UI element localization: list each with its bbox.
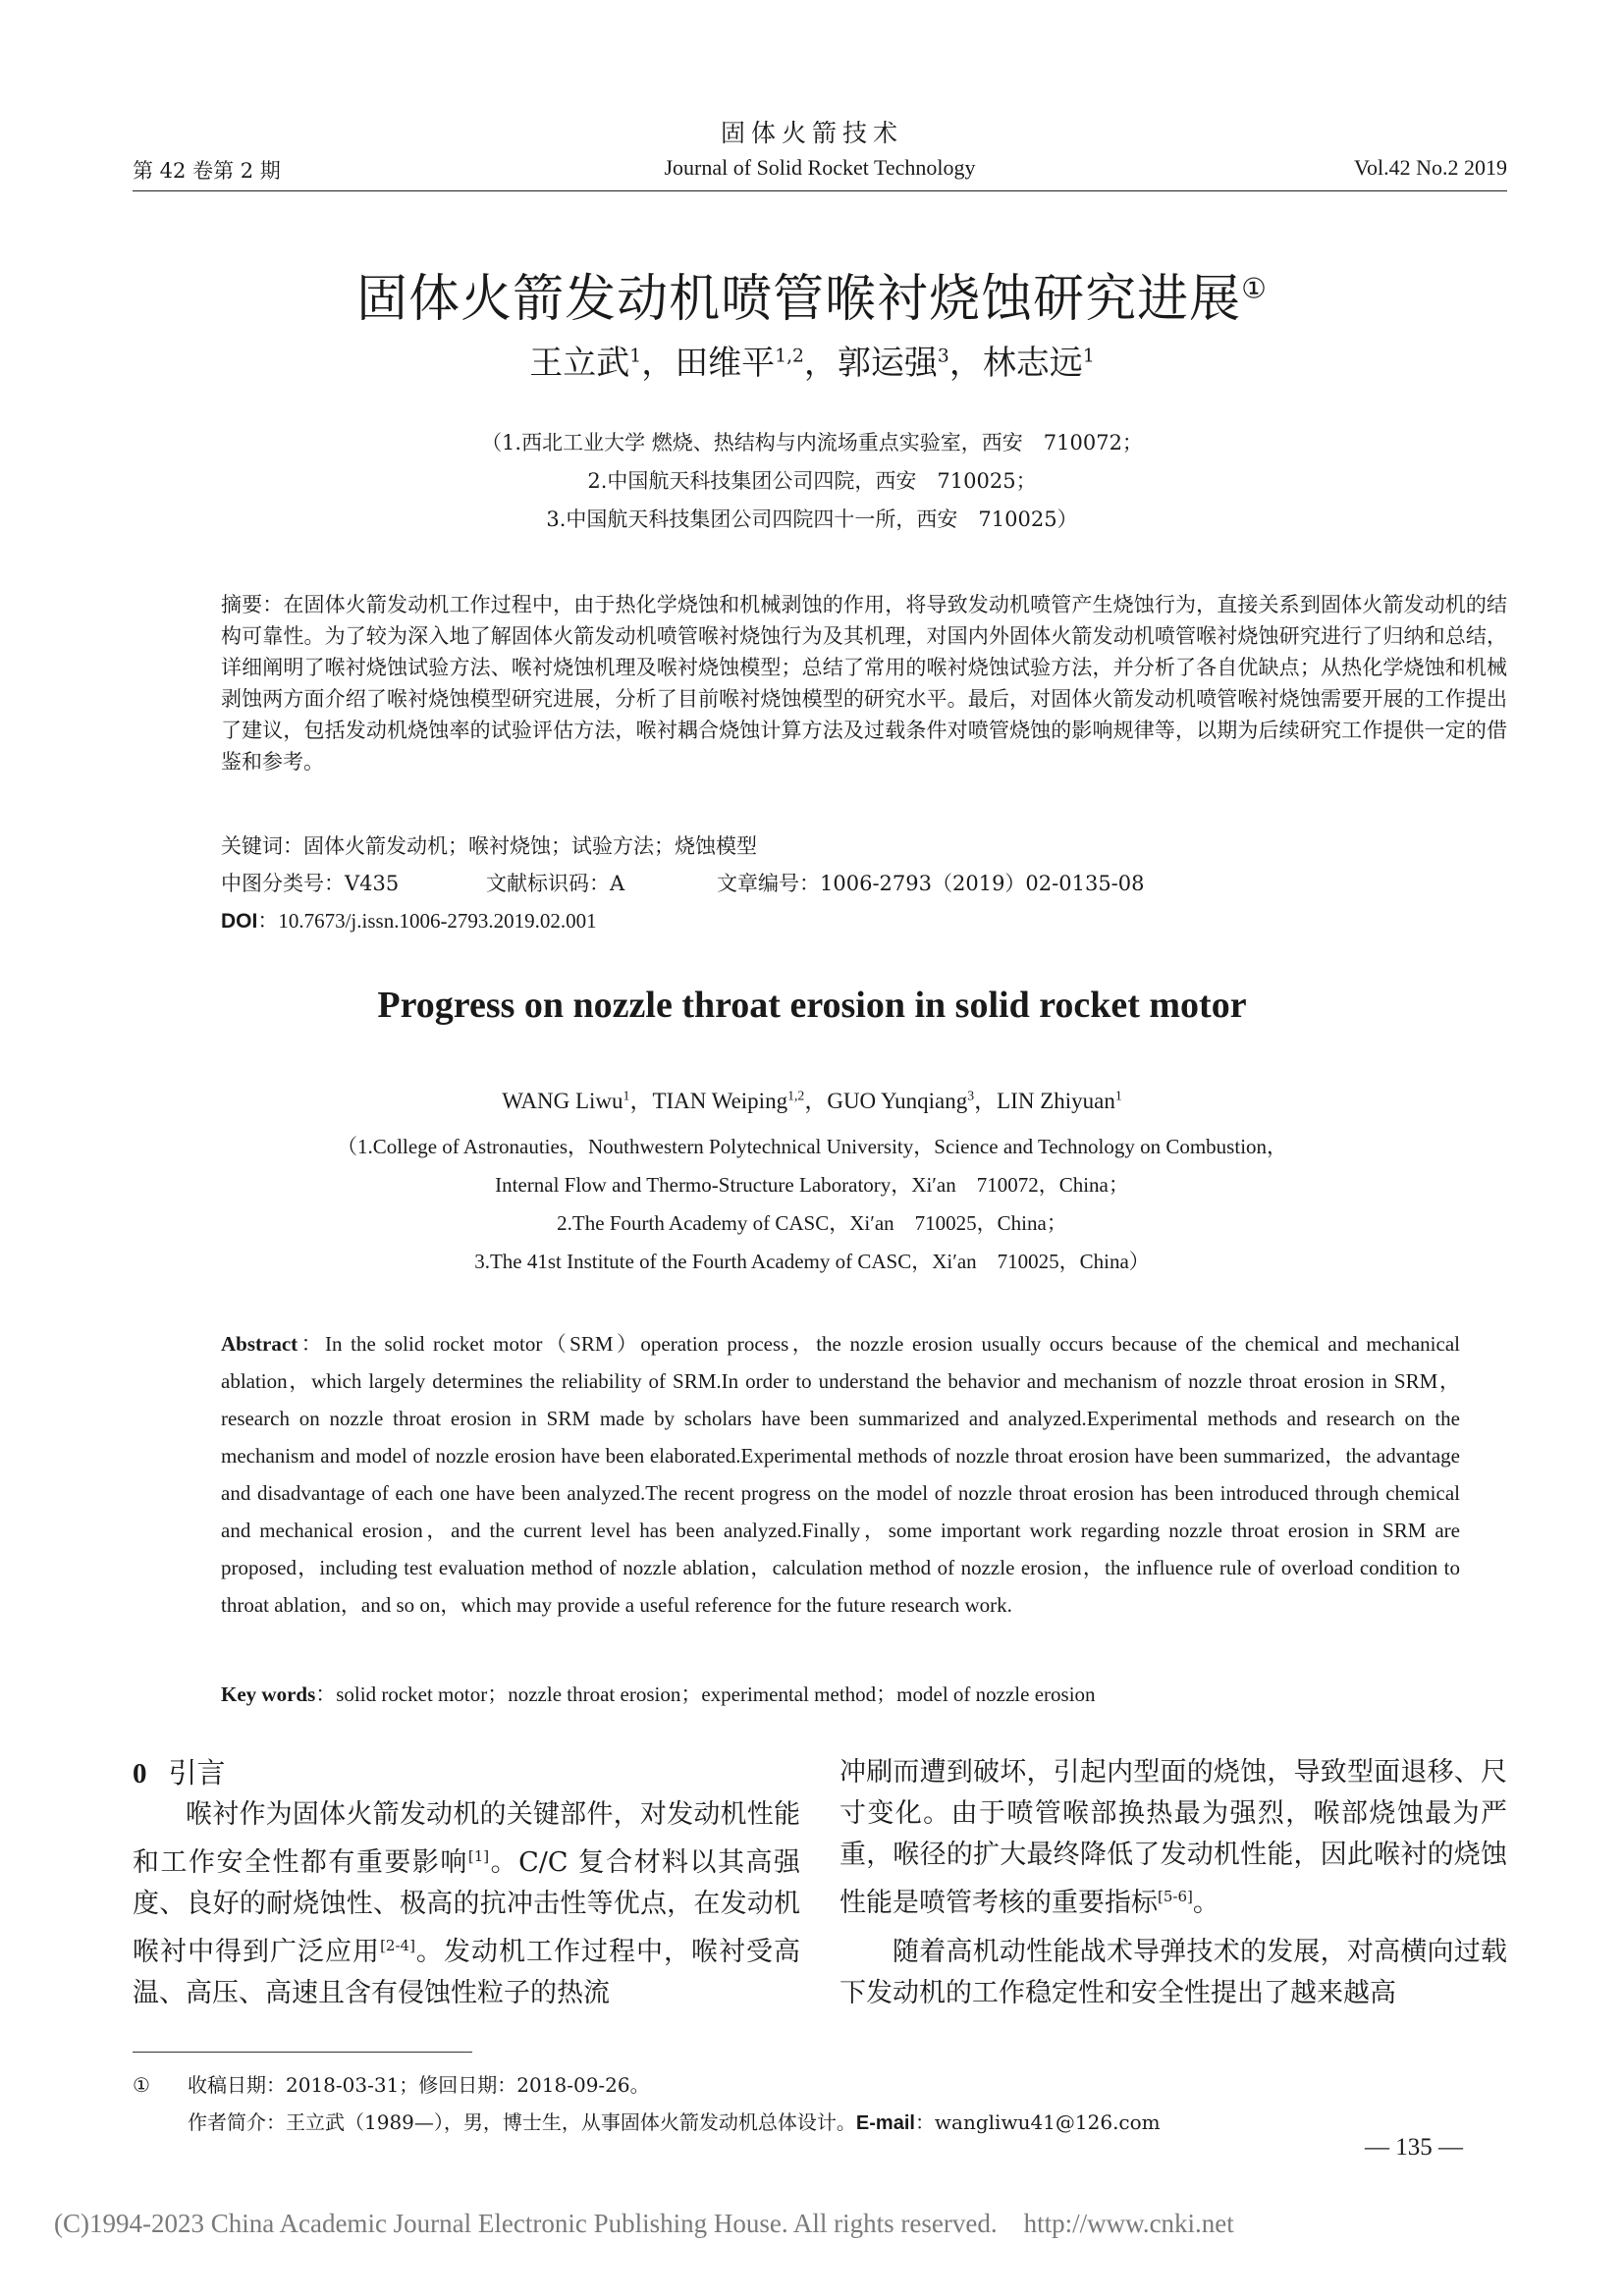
journal-title-cn: 固体火箭技术	[720, 119, 903, 147]
author-separator: ，	[803, 344, 838, 383]
body-paragraph	[839, 1752, 1507, 1924]
paper-title-en: Progress on nozzle throat erosion in solid rocket motor	[377, 985, 1247, 1026]
page-number: — 135 —	[1365, 2134, 1463, 2161]
author-name: 林志远	[982, 344, 1083, 383]
affiliation-en: （1.College of Astronauties，Nouthwestern Polytechnical University，Science and Technology on Combustion，	[336, 1135, 1288, 1158]
copyright-watermark: (C)1994-2023 China Academic Journal Electronic Publishing House. All rights reserved. http://www.cnki.net	[54, 2209, 1234, 2238]
author-affil-mark: 1	[1082, 346, 1095, 367]
author-list-cn	[0, 336, 1624, 384]
affiliation-en: 2.The Fourth Academy of CASC，Xi′an 710025，China；	[557, 1211, 1067, 1235]
body-text: 。发动机工作过程中，喉衬受高温、高压、高速且含有侵蚀性粒子的热流	[133, 1937, 801, 2008]
doi-value: ：10.7673/j.issn.1006-2793.2019.02.001	[257, 909, 597, 933]
article-number: 文章编号：1006-2793（2019）02-0135-08	[717, 872, 1145, 895]
email-label: E-mail	[855, 2112, 915, 2134]
citation[interactable]: [5-6]	[1158, 1888, 1193, 1905]
author-affil-mark: 1	[629, 346, 642, 367]
doi-label: DOI	[221, 910, 258, 933]
section-heading	[133, 1752, 800, 1794]
author-name: 田维平	[675, 344, 776, 383]
author-affil-mark: 3	[937, 346, 949, 367]
paper-title-cn-text: 固体火箭发动机喷管喉衬烧蚀研究进展	[356, 270, 1242, 329]
document-code: 文献标识码：A	[486, 872, 625, 895]
body-text: 。C/C 复合材料以其高强度、良好的耐烧蚀性、极高的抗冲击性等优点，在发动机喉衬中得到广泛应用	[133, 1847, 801, 1967]
abstract-en-label: Abstract	[221, 1332, 298, 1356]
footnote-text: 作者简介：王立武（1989—），男，博士生，从事固体火箭发动机总体设计。	[188, 2110, 856, 2134]
body-column-left	[133, 1752, 800, 2014]
volume-issue-cn: 第 42 卷第 2 期	[133, 159, 281, 183]
section-number: 0	[133, 1758, 147, 1789]
footnote-bio	[188, 2109, 1161, 2137]
affiliation-en: Internal Flow and Thermo-Structure Laboratory，Xi′an 710072，China；	[495, 1173, 1129, 1197]
section-title: 引言	[168, 1756, 226, 1789]
keywords-en-text: ：solid rocket motor；nozzle throat erosion；experimental method；model of nozzle erosion	[315, 1682, 1096, 1706]
keywords-en-label: Key words	[221, 1682, 316, 1706]
abstract-en	[221, 1325, 1460, 1624]
author-name: 郭运强	[837, 344, 938, 383]
affiliation-cn: 3.中国航天科技集团公司四院四十一所，西安 710025）	[546, 507, 1078, 531]
body-paragraph	[133, 1794, 800, 2014]
author-list-en: WANG Liwu$^1$，TIAN Weiping$^{1,2}$，GUO Yunqiang$^3$，LIN Zhiyuan$^1$	[502, 1088, 1122, 1113]
affiliation-en: 3.The 41st Institute of the Fourth Academy of CASC，Xi′an 710025，China）	[474, 1250, 1150, 1273]
footnote-mark: ①	[133, 2073, 150, 2097]
affiliation-cn: （1.西北工业大学 燃烧、热结构与内流场重点实验室，西安 710072；	[481, 431, 1143, 454]
author-name-en: WANG Liwu	[502, 1089, 623, 1113]
author-name-en: TIAN Weiping	[652, 1089, 788, 1113]
author-name-en: GUO Yunqiang	[827, 1089, 968, 1113]
author-separator: ，	[641, 344, 676, 383]
author-name: 王立武	[529, 344, 630, 383]
body-text: 冲刷而遭到破坏，引起内型面的烧蚀，导致型面退移、尺寸变化。由于喷管喉部换热最为强烈，喉部烧蚀最为严重，喉径的扩大最终降低了发动机性能，因此喉衬的烧蚀性能是喷管考核的重要指标	[839, 1757, 1507, 1918]
clc-number: 中图分类号：V435	[221, 872, 400, 895]
classification-row	[221, 868, 1203, 897]
body-text: 喉衬作为固体火箭发动机的关键部件，对发动机性能和工作安全性都有重要影响	[133, 1799, 800, 1878]
abstract-cn: 摘要：在固体火箭发动机工作过程中，由于热化学烧蚀和机械剥蚀的作用，将导致发动机喷管产生烧蚀行为，直接关系到固体火箭发动机的结构可靠性。为了较为深入地了解固体火箭发动机喷管喉衬烧蚀行为及其机理，对国内外固体火箭发动机喷管喉衬烧蚀研究进行了归纳和总结，详细阐明了喉衬烧蚀试验方法、喉衬烧蚀机理及喉衬烧蚀模型；总结了常用的喉衬烧蚀试验方法，并分析了各自优缺点；从热化学烧蚀和机械剥蚀两方面介绍了喉衬烧蚀模型研究进展，分析了目前喉衬烧蚀模型的研究水平。最后，对固体火箭发动机喷管喉衬烧蚀需要开展的工作提出了建议，包括发动机烧蚀率的试验评估方法，喉衬耦合烧蚀计算方法及过载条件对喷管烧蚀的影响规律等，以期为后续研究工作提供一定的借鉴和参考。	[221, 593, 1507, 774]
footnote-received	[133, 2071, 650, 2099]
footnote-divider	[133, 2052, 472, 2053]
author-affil-mark: 3	[967, 1088, 975, 1103]
author-affil-mark: 1,2	[787, 1088, 805, 1103]
keywords-cn: 关键词：固体火箭发动机；喉衬烧蚀；试验方法；烧蚀模型	[221, 834, 757, 858]
citation[interactable]: [2-4]	[380, 1937, 415, 1954]
author-affil-mark: 1	[623, 1088, 630, 1103]
body-column-right	[839, 1752, 1507, 2014]
email-address[interactable]: ：wangliwu41@126.com	[914, 2110, 1161, 2134]
author-separator: ，	[948, 344, 983, 383]
volume-issue-en: Vol.42 No.2 2019	[1353, 155, 1507, 180]
citation[interactable]: [1]	[467, 1847, 490, 1865]
keywords-en	[221, 1679, 1460, 1708]
footnote-text: 收稿日期：2018-03-31；修回日期：2018-09-26。	[188, 2073, 650, 2097]
abstract-en-text: ：In the solid rocket motor（SRM）operation process，the nozzle erosion usually occurs because of the chemical and mechanical ablation，which largely determines the reliability of SRM.In order to understand the behavior and mechanism of nozzle throat erosion in SRM，research on nozzle throat erosion in SRM made by scholars have been summarized and analyzed.Experimental methods and research on the mechanism and model of nozzle erosion have been elaborated.Experimental methods of nozzle throat erosion have been summarized，the advantage and disadvantage of each one have been analyzed.The recent progress on the model of nozzle throat erosion has been introduced through chemical and mechanical erosion，and the current level has been analyzed.Finally，some important work regarding nozzle throat erosion in SRM are proposed，including test evaluation method of nozzle ablation，calculation method of nozzle erosion，the influence rule of overload condition to throat ablation，and so on，which may provide a useful reference for the future research work.	[221, 1332, 1460, 1617]
doi-line	[221, 905, 597, 934]
author-affil-mark: 1	[1114, 1088, 1122, 1103]
paper-title-cn	[0, 257, 1624, 331]
title-footnote-mark: ①	[1241, 271, 1268, 305]
author-name-en: LIN Zhiyuan	[997, 1089, 1115, 1113]
journal-title-en: Journal of Solid Rocket Technology	[664, 155, 976, 180]
author-affil-mark: 1,2	[775, 346, 804, 367]
header-divider	[133, 190, 1507, 191]
body-text: 。	[1192, 1888, 1219, 1918]
affiliation-cn: 2.中国航天科技集团公司四院，西安 710025；	[587, 469, 1037, 493]
body-paragraph: 随着高机动性能战术导弹技术的发展，对高横向过载下发动机的工作稳定性和安全性提出了越来越高	[839, 1937, 1507, 2008]
running-header	[133, 155, 1507, 188]
